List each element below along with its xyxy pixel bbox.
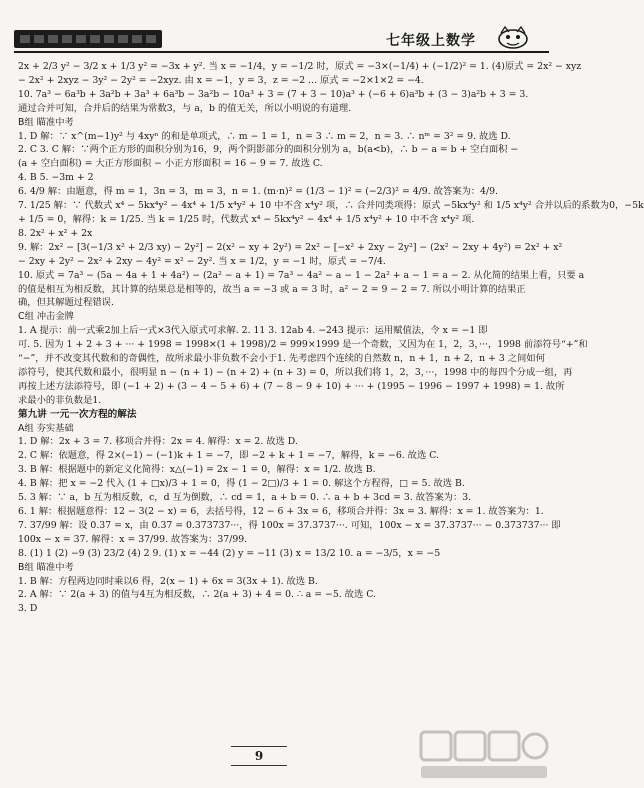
page-title: 七年级上数学: [386, 33, 476, 49]
answer-line: 2. C 3. C 解：∵两个正方形的面积分别为16，9，两个阴影部分的面积分别为 a，b(a<b)，∴ b − a = b + 空白面积 −: [18, 144, 519, 156]
answer-line: 再按上述方法添符号，即 (−1 + 2) + (3 − 4 − 5 + 6) + (7 − 8 − 9 + 10) + ··· + (1995 − 1996 − 1997 + 1998) = 1. 故所: [18, 380, 565, 392]
answer-line: 8. 2x² + x² + 2x: [18, 227, 93, 239]
group-heading: A组 夯实基础: [18, 422, 74, 434]
group-heading: B组 瞄准中考: [18, 561, 74, 573]
answer-line: 2. C 解：依题意，得 2×(−1) − (−1)k + 1 = −7，即 −2 + k + 1 = −7，解得，k = −6. 故选 C.: [18, 450, 439, 462]
answer-line: 1. D 解：∵ x^(m−1)y² 与 4xyⁿ 的和是单项式，∴ m − 1 = 1，n = 3 ∴ m = 2，n = 3. ∴ nᵐ = 3² = 9. 故选 D.: [18, 130, 511, 142]
answer-line: 2. A 解：∵ 2(a + 3) 的值与4互为相反数，∴ 2(a + 3) + 4 = 0. ∴ a = −5. 故选 C.: [18, 589, 376, 601]
answer-line: 5. 3 解：∵ a，b 互为相反数，c，d 互为倒数，∴ cd = 1，a + b = 0. ∴ a + b + 3cd = 3. 故答案为：3.: [18, 492, 472, 504]
page-number: 9: [231, 746, 287, 766]
answer-line: 7. 1/25 解：∵ 代数式 x⁴ − 5kx⁴y² − 4x⁴ + 1/5 x⁴y² + 10 中不含 x⁴y² 项，∴ 合并同类项得：原式 −5kx⁴y² 和 1/5 x⁴y² 合并以后的系数为0，−5k: [18, 200, 644, 212]
page-header: [0, 0, 563, 58]
answer-line: 7. 37/99 解：设 0.37 = x，由 0.37 = 0.373737···，得 100x = 37.3737···. 可知，100x − x = 37.3737··· − 0.373737··· 即: [18, 519, 561, 531]
answer-content: [18, 60, 644, 616]
answer-line: 10. 7a³ − 6a³b + 3a²b + 3a³ + 6a³b − 3a²b − 10a³ + 3 = (7 + 3 − 10)a³ + (−6 + 6)a³b + (3 − 3)a²b + 3 = 3.: [18, 88, 529, 100]
answer-line: 4. B 5. −3m + 2: [18, 172, 94, 184]
answer-line: 1. A 提示：前一式乘2加上后一式×3代入原式可求解. 2. 11 3. 12ab 4. −243 提示：运用赋值法，令 x = −1 即: [18, 325, 488, 337]
watermark-logo-icon: [419, 728, 549, 782]
group-heading: B组 瞄准中考: [18, 116, 74, 128]
answer-line: 可. 5. 因为 1 + 2 + 3 + ··· + 1998 = 1998×(1 + 1998)/2 = 999×1999 是一个奇数，又因为在 1，2，3，···，1998 前添符号“+”和: [18, 339, 588, 351]
answer-line: 求最小的非负数是1.: [18, 394, 102, 406]
answer-line: 确，但其解题过程错误.: [18, 297, 114, 309]
answer-line: 的值是相互为相反数，其计算的结果总是相等的，故当 a = −3 或 a = 3 时，a² − 2 = 9 − 2 = 7. 所以小明计算的结果正: [18, 283, 526, 295]
answer-line: (a + 空白面积) = 大正方形面积 − 小正方形面积 = 16 − 9 = 7. 故选 C.: [18, 158, 323, 170]
answer-line: 10. 原式 = 7a³ − (5a − 4a + 1 + 4a²) − (2a² − a + 1) = 7a³ − 4a² − a − 1 − 2a² + a − 1 = a − 2. 从化简的结果上看，只要 a: [18, 269, 585, 281]
answer-line: 9. 解：2x² − [3(−1/3 x² + 2/3 xy) − 2y²] − 2(x² − xy + 2y²) = 2x² − [−x² + 2xy − 2y²] − (2x² − 2xy + 4y²) = 2x² + x²: [18, 241, 563, 253]
answer-line: 通过合并可知，合并后的结果为常数3，与 a，b 的值无关，所以小明说的有道理.: [18, 102, 352, 114]
answer-line: 3. B 解：根据题中的新定义化简得：x△(−1) = 2x − 1 = 0，解得：x = 1/2. 故选 B.: [18, 464, 376, 476]
answer-line: 8. (1) 1 (2) −9 (3) 23/2 (4) 2 9. (1) x = −44 (2) y = −11 (3) x = 13/2 10. a = −3/5，x = −5: [18, 547, 441, 559]
answer-line: + 1/5 = 0，解得：k = 1/25. 当 k = 1/25 时，代数式 x⁴ − 5kx⁴y² − 4x⁴ + 1/5 x⁴y² + 10 中不含 x⁴y² 项.: [18, 213, 475, 225]
answer-line: “−”，并不改变其代数和的奇偶性，故所求最小非负数不会小于1. 先考虑四个连续的自然数 n，n + 1，n + 2，n + 3 之间如何: [18, 353, 545, 365]
answer-line: 3. D: [18, 603, 38, 615]
group-heading: C组 冲击金牌: [18, 311, 74, 323]
answer-line: 2x + 2/3 y² − 3/2 x + 1/3 y² = −3x + y². 当 x = −1/4，y = −1/2 时，原式 = −3×(−1/4) + (−1/2)² = 1. (4)原式 = 2x² − xyz: [18, 61, 582, 72]
answer-line: 添符号，使其代数和最小，很明显 n − (n + 1) − (n + 2) + (n + 3) = 0，所以我们将 1，2，3，···，1998 中的每四个分成一组，再: [18, 366, 573, 378]
answer-line: 4. B 解：把 x = −2 代入 (1 + □x)/3 + 1 = 0，得 (1 − 2□)/3 + 1 = 0. 解这个方程得，□ = 5. 故选 B.: [18, 478, 465, 490]
series-logo-bar: [14, 30, 162, 48]
header-rule: [14, 51, 549, 53]
mascot-icon: [495, 24, 531, 50]
answer-line: 1. B 解：方程两边同时乘以6 得，2(x − 1) + 6x = 3(3x + 1). 故选 B.: [18, 575, 318, 587]
answer-line: 1. D 解：2x + 3 = 7. 移项合并得：2x = 4. 解得：x = 2. 故选 D.: [18, 436, 298, 448]
answer-line: 6. 4/9 解：由题意，得 m = 1，3n = 3，m = 3，n = 1. (m·n)² = (1/3 − 1)² = (−2/3)² = 4/9. 故答案为：4/9.: [18, 186, 498, 198]
answer-line: 6. 1 解：根据题意得：12 − 3(2 − x) = 6，去括号得，12 − 6 + 3x = 6，移项合并得：3x = 3. 解得：x = 1. 故答案为：1.: [18, 506, 544, 517]
answer-line: 100x − x = 37. 解得：x = 37/99. 故答案为：37/99.: [18, 533, 248, 545]
answer-line: − 2x² + 2xyz − 3y² − 2y² = −2xyz. 由 x = −1，y = 3，z = −2 ... 原式 = −2×1×2 = −4.: [18, 74, 424, 86]
section-heading: 第九讲 一元一次方程的解法: [18, 408, 137, 420]
answer-line: − 2xy + 2y² − 2x² + 2xy − 4y² = x² − 2y². 当 x = 1/2，y = −1 时，原式 = −7/4.: [18, 255, 386, 267]
